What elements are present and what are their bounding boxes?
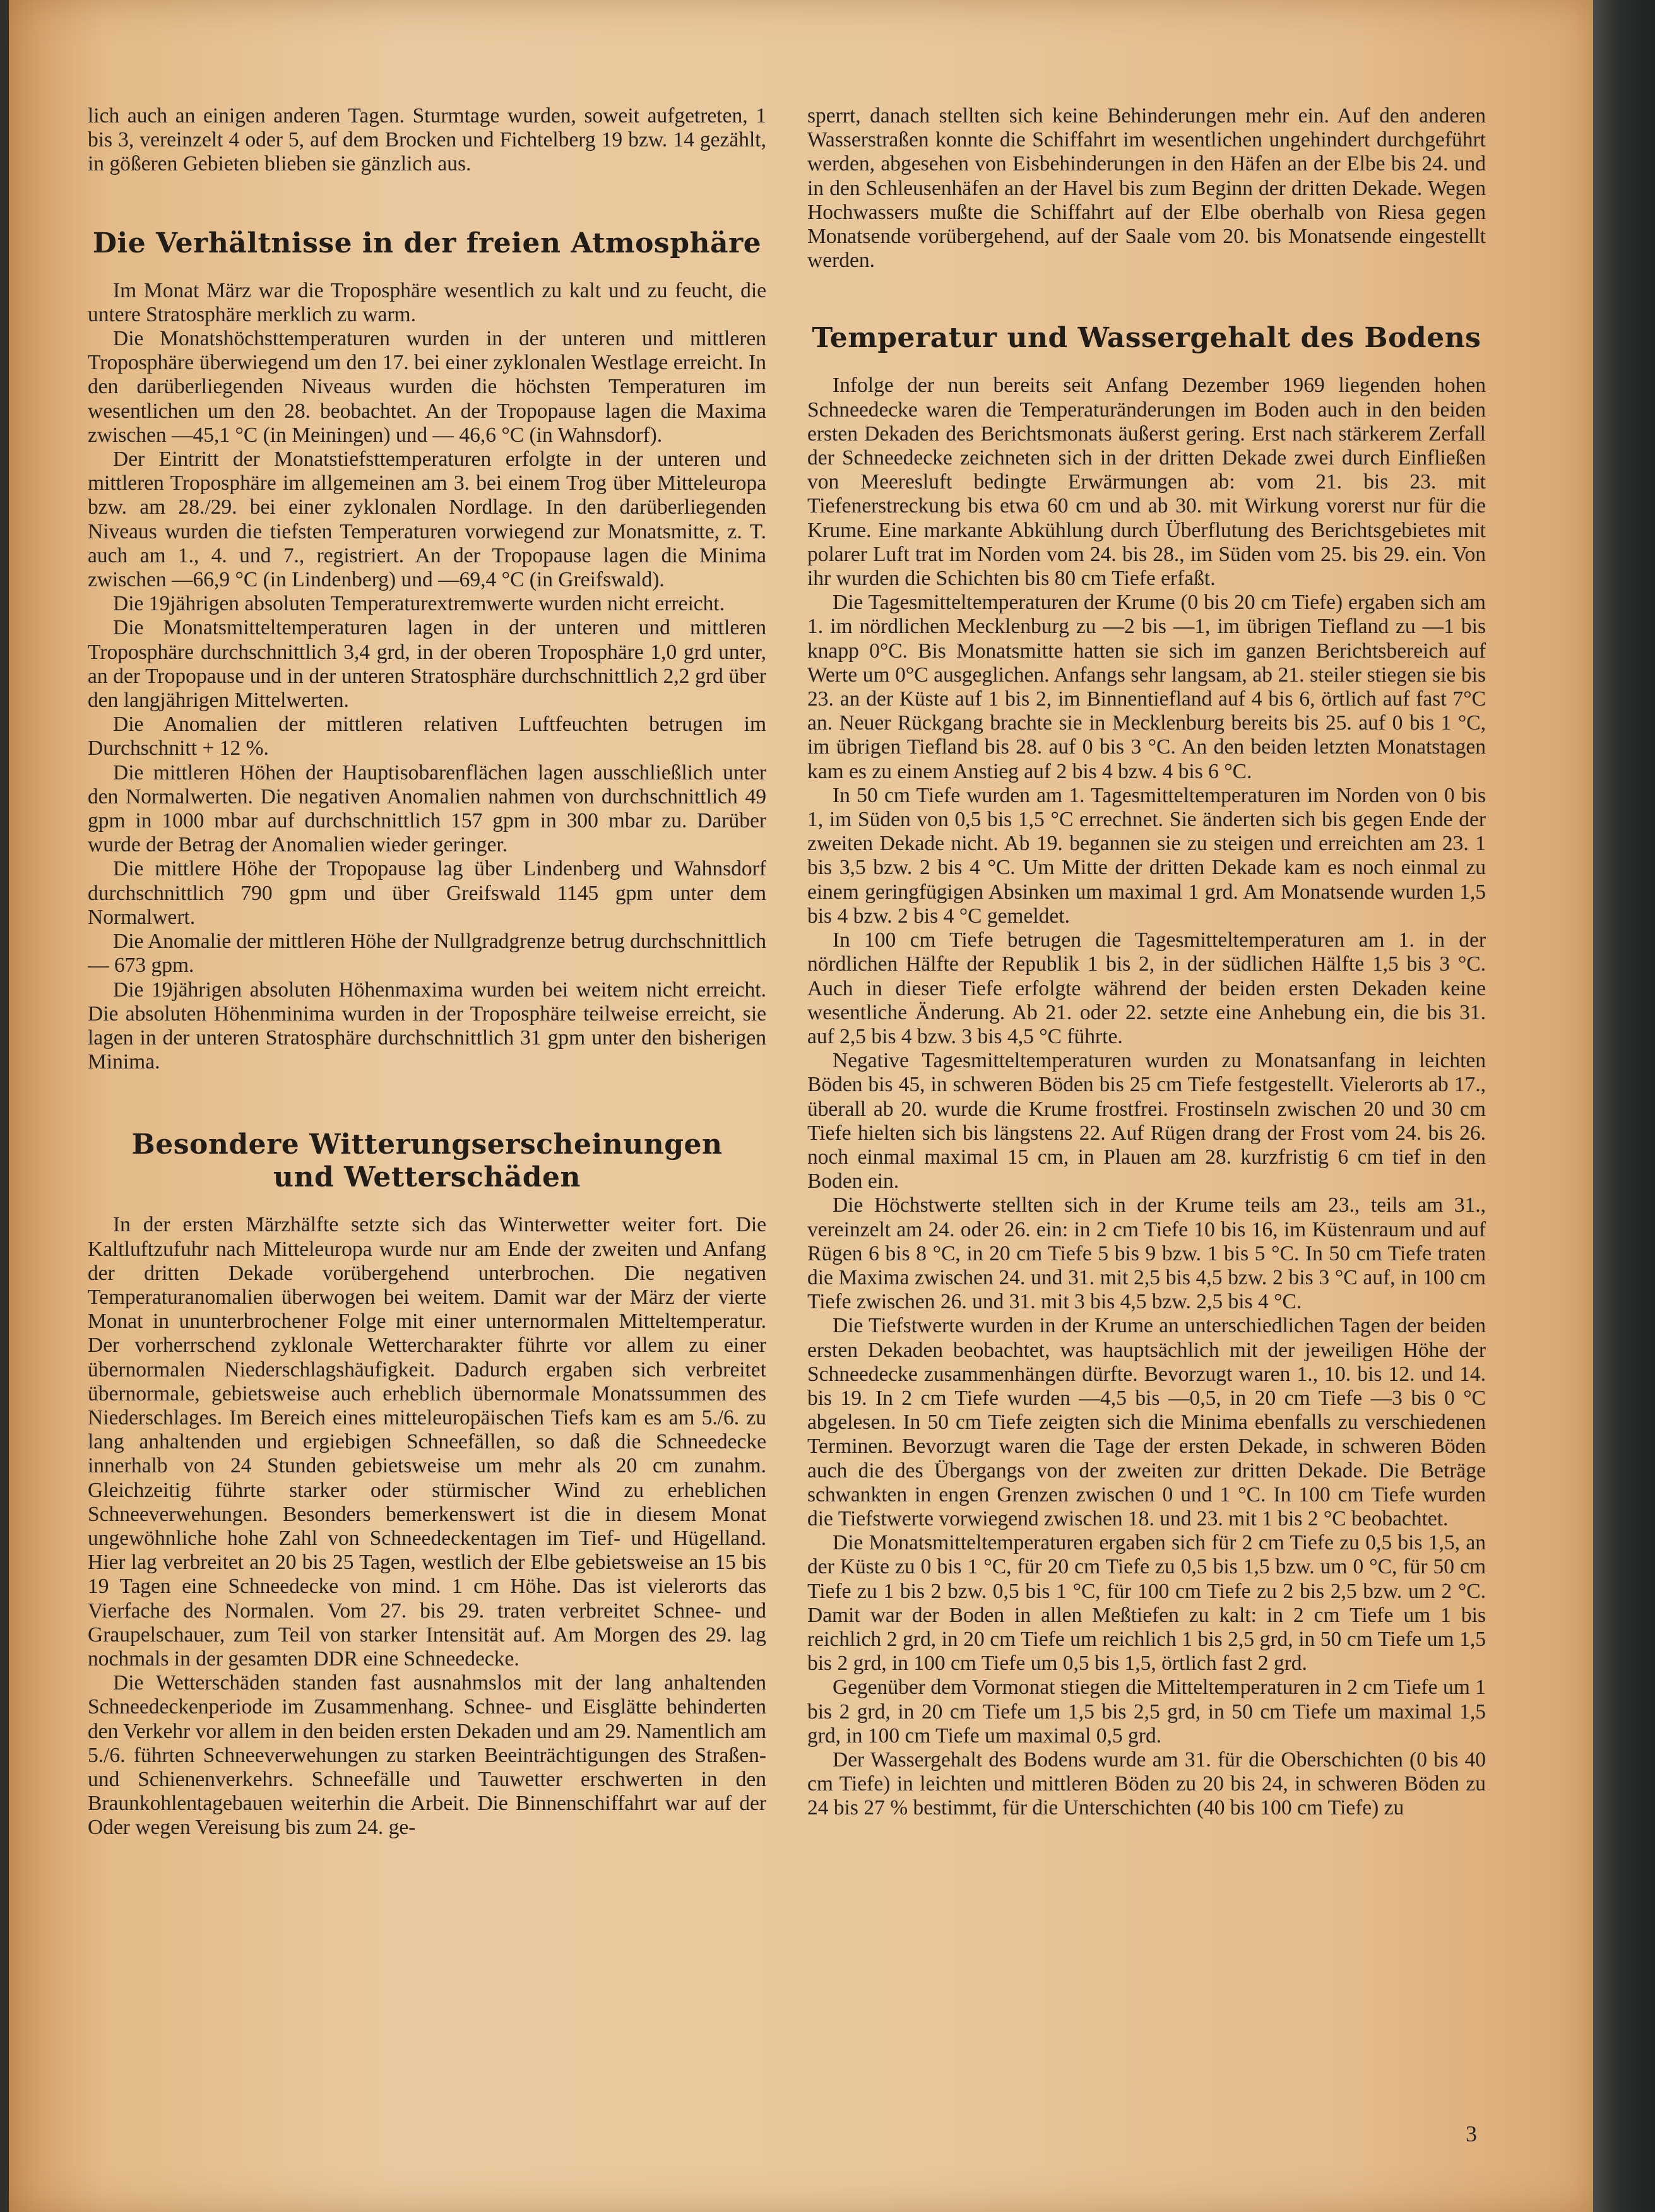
- atmosphere-paragraph: Der Eintritt der Monatstiefsttemperaturen erfolgte in der unteren und mittleren Troposphäre im allgemeinen am 3. bei einem Trog über Mitteleuropa bzw. am 28./29. bei einer zyklonalen Nordlage. In den darüberliegenden Niveaus wurden die tiefsten Temperaturen vorwiegend zur Monatsmitte, z. T. auch am 1., 4. und 7., registriert. An der Tropopause lagen die Minima zwischen —66,9 °C (in Lindenberg) und —69,4 °C (in Greifswald).: [88, 447, 766, 592]
- atmosphere-paragraph: Die Monatsmitteltemperaturen lagen in der unteren und mittleren Troposphäre durchschnittlich 3,4 grd, in der oberen Troposphäre 1,0 grd unter, an der Tropopause und in der unteren Stratosphäre durchschnittlich 2,2 grd über den langjährigen Mittelwerten.: [88, 616, 766, 713]
- left-intro-paragraph: lich auch an einigen anderen Tagen. Sturmtage wurden, soweit aufgetreten, 1 bis 3, vereinzelt 4 oder 5, auf dem Brocken und Fichtelberg 19 bzw. 14 gezählt, in gößeren Gebieten blieben sie gänzlich aus.: [88, 104, 766, 176]
- section-title-atmosphere: Die Verhältnisse in der freien Atmosphäre: [92, 227, 762, 259]
- section-title-line-1: Besondere Witterungserscheinungen: [131, 1128, 723, 1161]
- soil-paragraph: Die Höchstwerte stellten sich in der Krume teils am 23., teils am 31., vereinzelt am 24. oder 26. ein: in 2 cm Tiefe 10 bis 16, im Küstenraum und auf Rügen 6 bis 8 °C, in 20 cm Tiefe 5 bis 9 bzw. 1 bis 5 °C. In 50 cm Tiefe traten die Maxima zwischen 24. und 31. mit 2,5 bis 4,5 bzw. 2 bis 3 °C auf, in 100 cm Tiefe zwischen 26. und 31. mit 3 bis 4,5 bzw. 2,5 bis 4 °C.: [807, 1193, 1486, 1314]
- atmosphere-paragraph: Die Anomalien der mittleren relativen Luftfeuchten betrugen im Durchschnitt + 12 %.: [88, 713, 766, 760]
- atmosphere-paragraph: Im Monat März war die Troposphäre wesentlich zu kalt und zu feucht, die untere Stratosphäre merklich zu warm.: [88, 278, 766, 326]
- atmosphere-paragraph: Die mittleren Höhen der Hauptisobarenflächen lagen ausschließlich unter den Normalwerten. Die negativen Anomalien nahmen von durchschnittlich 49 gpm in 1000 mbar auf durchschnittlich 157 gpm in 300 mbar zu. Darüber wurde der Betrag der Anomalien wieder geringer.: [88, 760, 766, 857]
- soil-paragraph: Der Wassergehalt des Bodens wurde am 31. für die Oberschichten (0 bis 40 cm Tiefe) in leichten und mittleren Böden zu 20 bis 24, in schweren Böden zu 24 bis 27 % bestimmt, für die Unterschichten (40 bis 100 cm Tiefe) zu: [807, 1748, 1486, 1820]
- atmosphere-paragraph: Die 19jährigen absoluten Höhenmaxima wurden bei weitem nicht erreicht. Die absoluten Höhenminima wurden in der Troposphäre teilweise erreicht, sie lagen in der unteren Stratosphäre durchschnittlich 31 gpm unter den bisherigen Minima.: [88, 978, 766, 1074]
- atmosphere-paragraph: Die Monatshöchsttemperaturen wurden in der unteren und mittleren Troposphäre überwiegend um den 17. bei einer zyklonalen Westlage erreicht. In den darüberliegenden Niveaus wurden die höchsten Temperaturen im wesentlichen um den 28. beobachtet. An der Tropopause lagen die Maxima zwischen —45,1 °C (in Meiningen) und — 46,6 °C (in Wahnsdorf).: [88, 327, 766, 447]
- weather-phenomena-paragraph: In der ersten Märzhälfte setzte sich das Winterwetter weiter fort. Die Kaltluftzufuhr nach Mitteleuropa wurde nur am Ende der zweiten und Anfang der dritten Dekade vorübergehend unterbrochen. Die negativen Temperaturanomalien überwogen bei weitem. Damit war der März der vierte Monat in ununterbrochener Folge mit einer unternormalen Mitteltemperatur. Der vorherrschend zyklonale Wettercharakter führte vor allem zu einer übernormalen Niederschlagshäufigkeit. Dadurch ergaben sich verbreitet übernormale, gebietsweise auch erheblich übernormale Monatssummen des Niederschlages. Im Bereich eines mitteleuropäischen Tiefs kam es am 5./6. zu lang anhaltenden und ergiebigen Schneefällen, so daß die Schneedecke innerhalb von 24 Stunden gebietsweise um mehr als 20 cm zunahm. Gleichzeitig führte starker oder stürmischer Wind zu erheblichen Schneeverwehungen. Besonders bemerkenswert ist die in diesem Monat ungewöhnliche hohe Zahl von Schneedeckentagen im Tief- und Hügelland. Hier lag verbreitet an 20 bis 25 Tagen, westlich der Elbe gebietsweise an 15 bis 19 Tagen eine Schneedecke von mind. 1 cm Höhe. Das ist vielerorts das Vierfache des Normalen. Vom 27. bis 29. traten verbreitet Schnee- und Graupelschauer, zum Teil von starker Intensität auf. Am Morgen des 29. lag nochmals in der gesamten DDR eine Schneedecke.: [88, 1213, 766, 1671]
- soil-paragraph: Infolge der nun bereits seit Anfang Dezember 1969 liegenden hohen Schneedecke waren die Temperaturänderungen im Boden auch in den beiden ersten Dekaden des Berichtsmonats äußerst gering. Erst nach stärkerem Zerfall der Schneedecke zeichneten sich in der dritten Dekade zwei durch Einfließen von Meeresluft bedingte Erwärmungen ab: vom 21. bis 23. mit Tiefenerstreckung bis etwa 60 cm und ab 30. mit Wirkung vorerst nur für die Krume. Eine markante Abkühlung durch Überflutung des Berichtsgebietes mit polarer Luft trat im Norden vom 24. bis 28., im Süden vom 25. bis 29. ein. Von ihr wurden die Schichten bis 80 cm Tiefe erfaßt.: [807, 374, 1486, 591]
- section-title-weather-phenomena: [88, 1128, 766, 1194]
- soil-paragraph: Die Tiefstwerte wurden in der Krume an unterschiedlichen Tagen der beiden ersten Dekaden beobachtet, was hauptsächlich mit der jeweiligen Höhe der Schneedecke zusammenhängen dürfte. Bevorzugt waren 1., 10. bis 12. und 14. bis 19. In 2 cm Tiefe wurden —4,5 bis —0,5, in 20 cm Tiefe —3 bis 0 °C abgelesen. In 50 cm Tiefe zeigten sich die Minima ebenfalls zu verschiedenen Terminen. Bevorzugt waren die Tage der ersten Dekade, in schweren Böden auch die des Übergangs von der zweiten zur dritten Dekade. Die Beträge schwankten in engen Grenzen zwischen 0 und 1 °C. In 100 cm Tiefe wurden die Tiefstwerte vorwiegend zwischen 18. und 23. mit 1 bis 2 °C beobachtet.: [807, 1314, 1486, 1530]
- soil-paragraph: In 100 cm Tiefe betrugen die Tagesmitteltemperaturen am 1. in der nördlichen Hälfte der Republik 1 bis 2, in der südlichen Hälfte 1,5 bis 3 °C. Auch in dieser Tiefe erfolgte während der beiden ersten Dekaden keine wesentliche Änderung. Ab 21. oder 22. setzte eine Anhebung ein, die bis 31. auf 2,5 bis 4 bzw. 3 bis 4,5 °C führte.: [807, 928, 1486, 1048]
- page-number: 3: [1466, 2121, 1477, 2146]
- book-binding-edge: [1593, 0, 1655, 2212]
- document-page: [9, 0, 1593, 2212]
- atmosphere-paragraph: Die Anomalie der mittleren Höhe der Nullgradgrenze betrug durchschnittlich — 673 gpm.: [88, 930, 766, 978]
- atmosphere-paragraph: Die 19jährigen absoluten Temperaturextremwerte wurden nicht erreicht.: [113, 592, 725, 616]
- soil-paragraph: In 50 cm Tiefe wurden am 1. Tagesmitteltemperaturen im Norden von 0 bis 1, im Süden von 0,5 bis 1,5 °C errechnet. Sie änderten sich bis gegen Ende der zweiten Dekade nicht. Ab 19. begannen sie zu steigen und erreichten am 23. 1 bis 3,5 bzw. 2 bis 4 °C. Um Mitte der dritten Dekade kam es noch einmal zu einem geringfügigen Absinken um maximal 1 grd. Am Monatsende wurden 1,5 bis 4 bzw. 2 bis 4 °C gemeldet.: [807, 783, 1486, 928]
- atmosphere-paragraph: Die mittlere Höhe der Tropopause lag über Lindenberg und Wahnsdorf durchschnittlich 790 gpm und über Greifswald 1145 gpm unter dem Normalwert.: [88, 857, 766, 929]
- right-intro-paragraph: sperrt, danach stellten sich keine Behinderungen mehr ein. Auf den anderen Wasserstraßen konnte die Schiffahrt im wesentlichen ungehindert durchgeführt werden, abgesehen von Eisbehinderungen in den Häfen an der Elbe bis 24. und in den Schleusenhäfen an der Havel bis zum Beginn der dritten Dekade. Wegen Hochwassers mußte die Schiffahrt auf der Elbe oberhalb von Riesa gegen Monatsende vorübergehend, auf der Saale vom 20. bis Monatsende eingestellt werden.: [807, 104, 1486, 273]
- soil-paragraph: Gegenüber dem Vormonat stiegen die Mitteltemperaturen in 2 cm Tiefe um 1 bis 2 grd, in 20 cm Tiefe um 1,5 bis 2,5 grd, in 50 cm Tiefe um maximal 1,5 grd, in 100 cm Tiefe um maximal 0,5 grd.: [807, 1676, 1486, 1748]
- soil-paragraph: Die Monatsmitteltemperaturen ergaben sich für 2 cm Tiefe zu 0,5 bis 1,5, an der Küste zu 0 bis 1 °C, für 20 cm Tiefe zu 0,5 bis 1,5 bzw. um 0 °C, für 50 cm Tiefe zu 1 bis 2 bzw. 0,5 bis 1 °C, für 100 cm Tiefe zu 2 bis 2,5 bzw. um 2 °C. Damit war der Boden in allen Meßtiefen zu kalt: in 2 cm Tiefe um 1 bis reichlich 2 grd, in 20 cm Tiefe um reichlich 1 bis 2,5 grd, in 50 cm Tiefe um 1,5 bis 2 grd, in 100 cm Tiefe um 0,5 bis 1,5, örtlich fast 2 grd.: [807, 1531, 1486, 1676]
- right-column: [807, 104, 1486, 2162]
- soil-paragraph: Die Tagesmitteltemperaturen der Krume (0 bis 20 cm Tiefe) ergaben sich am 1. im nördlichen Mecklenburg zu —2 bis —1, im übrigen Tiefland zu —1 bis knapp 0°C. Bis Monatsmitte hatten sie sich im ganzen Berichtsbereich auf Werte um 0°C ausgeglichen. Anfangs sehr langsam, ab 21. steiler stiegen sie bis 23. an der Küste auf 1 bis 2, im Binnentiefland auf 4 bis 6, örtlich auf fast 7°C an. Neuer Rückgang brachte sie in Mecklenburg bereits bis 25. auf 0 bis 1 °C, im übrigen Tiefland bis 28. auf 0 bis 3 °C. An den beiden letzten Monatstagen kam es zu einem Anstieg auf 2 bis 4 bzw. 4 bis 6 °C.: [807, 591, 1486, 783]
- left-column: [88, 104, 766, 2162]
- soil-paragraph: Negative Tagesmitteltemperaturen wurden zu Monatsanfang in leichten Böden bis 45, in schweren Böden bis 25 cm Tiefe festgestellt. Vielerorts ab 17., überall ab 20. wurde die Krume frostfrei. Frostinseln zwischen 20 und 30 cm Tiefe hielten sich bis längstens 22. Auf Rügen drang der Frost vom 24. bis 26. noch einmal maximal 15 cm, in Plauen am 28. kurzfristig 6 cm tief in den Boden ein.: [807, 1049, 1486, 1193]
- section-title-line-2: und Wetterschäden: [273, 1161, 581, 1194]
- section-title-soil: Temperatur und Wassergehalt des Bodens: [812, 322, 1481, 355]
- weather-phenomena-paragraph: Die Wetterschäden standen fast ausnahmslos mit der lang anhaltenden Schneedeckenperiode im Zusammenhang. Schnee- und Eisglätte behinderten den Verkehr vor allem in den beiden ersten Dekaden und am 29. Namentlich am 5./6. führten Schneeverwehungen zu starken Beeinträchtigungen des Straßen- und Schienenverkehrs. Schneefälle und Tauwetter erschwerten in den Braunkohlentagebauen weiterhin die Arbeit. Die Binnenschiffahrt war auf der Oder wegen Vereisung bis zum 24. ge-: [88, 1671, 766, 1840]
